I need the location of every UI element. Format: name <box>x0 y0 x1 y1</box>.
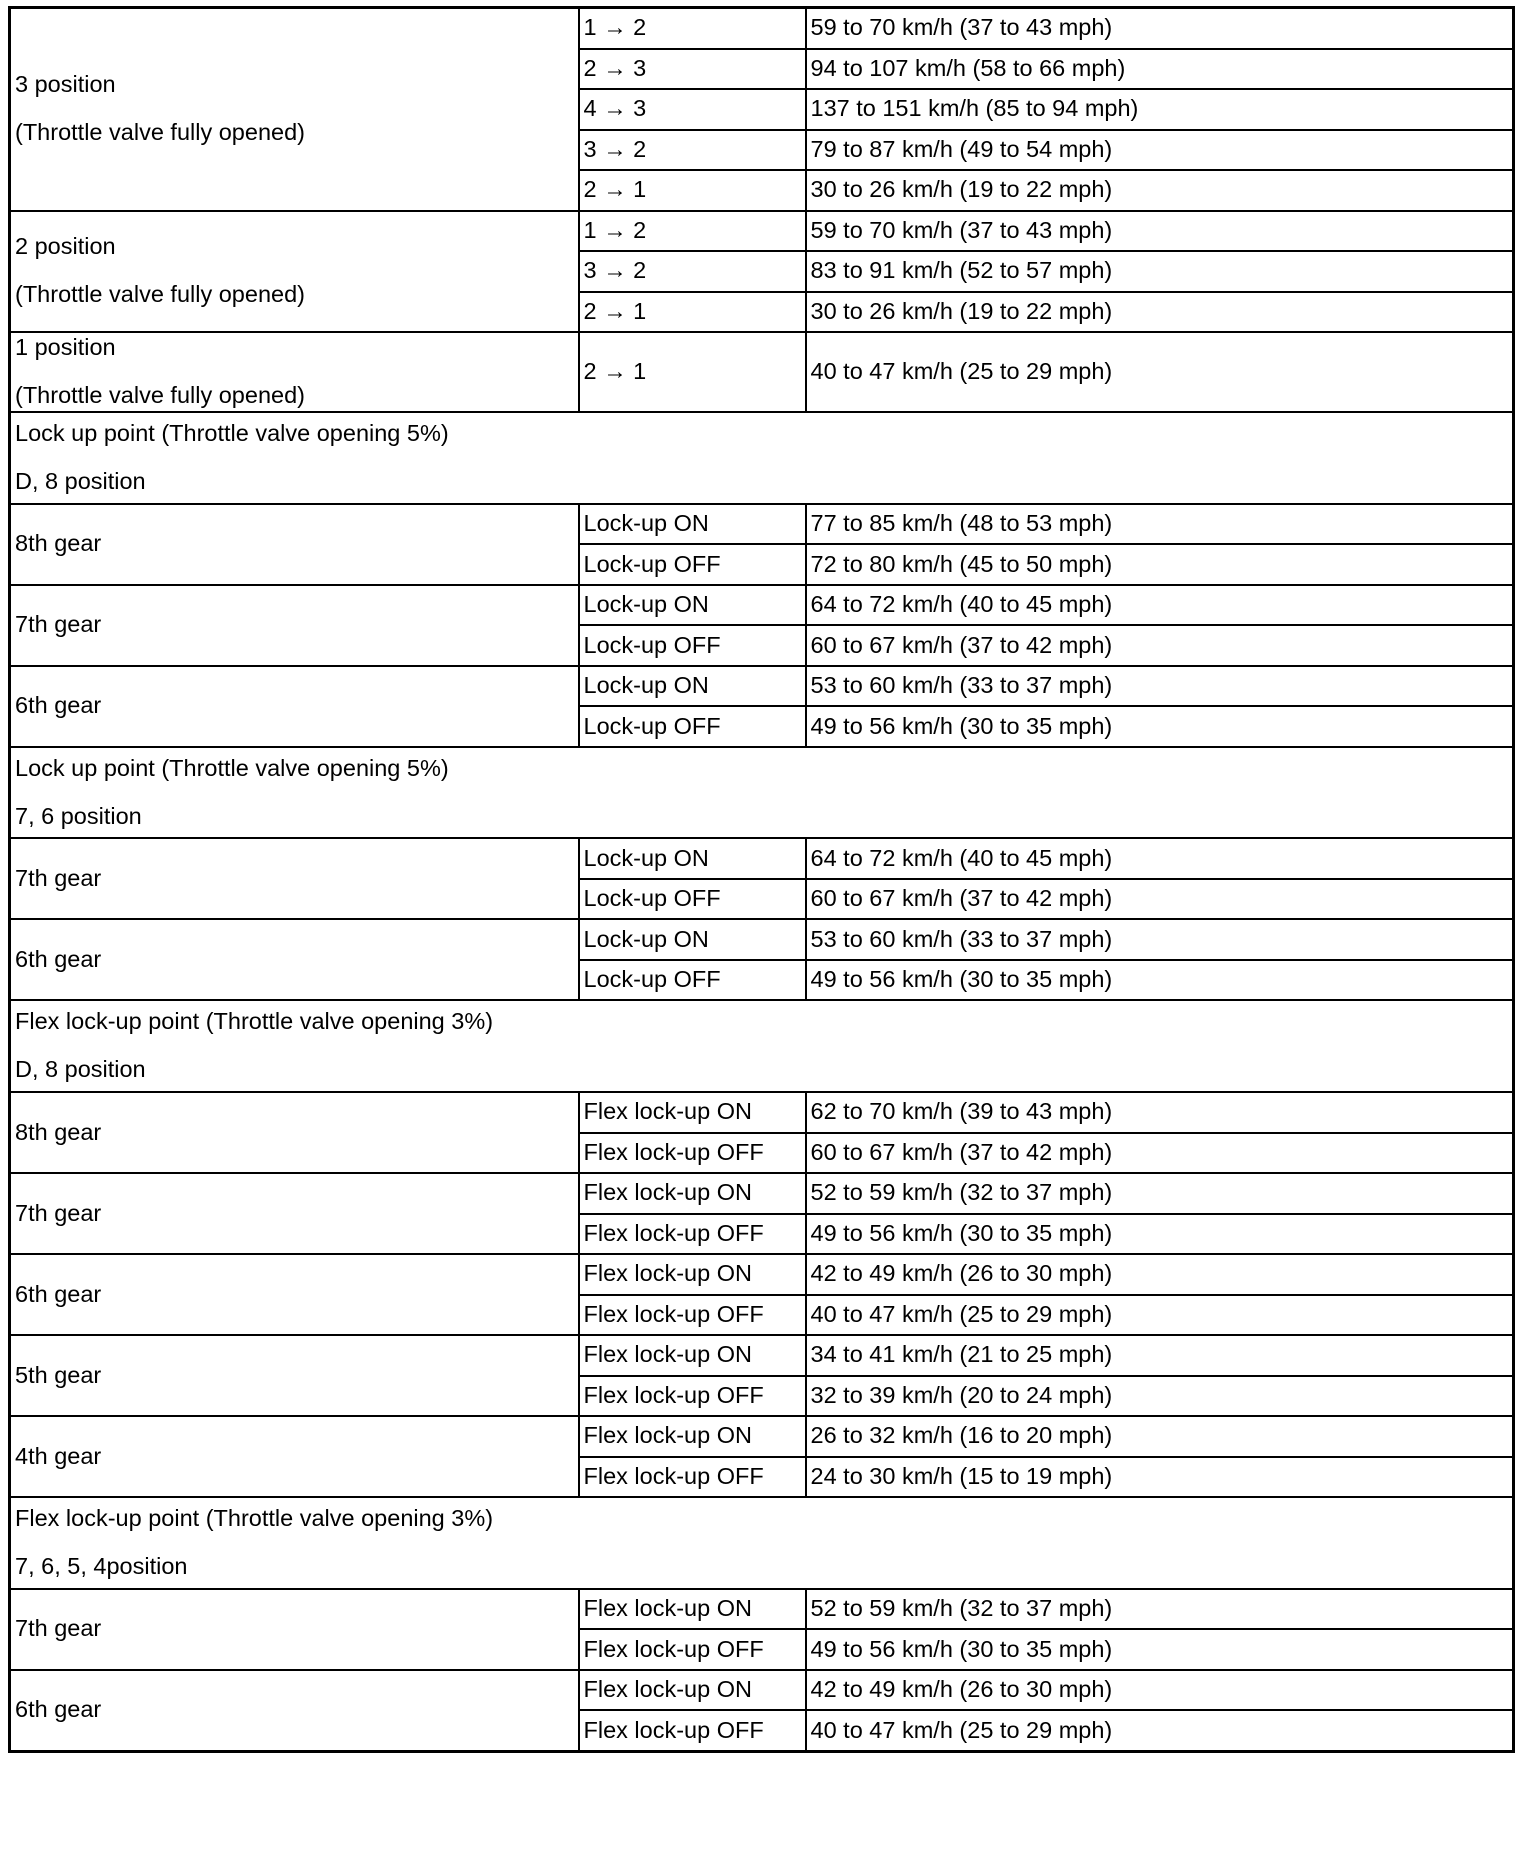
shift-cell: 1 → 2 <box>579 211 806 252</box>
speed-cell: 49 to 56 km/h (30 to 35 mph) <box>806 960 1514 1001</box>
lockup-mode-cell: Flex lock-up ON <box>579 1173 806 1214</box>
speed-cell: 32 to 39 km/h (20 to 24 mph) <box>806 1376 1514 1417</box>
lockup-mode-cell: Flex lock-up OFF <box>579 1376 806 1417</box>
speed-cell: 64 to 72 km/h (40 to 45 mph) <box>806 585 1514 626</box>
section-title-line: Flex lock-up point (Throttle valve opening 3%) <box>15 1008 494 1035</box>
speed-cell: 64 to 72 km/h (40 to 45 mph) <box>806 838 1514 879</box>
table-row <box>10 1254 1514 1295</box>
gear-cell: 6th gear <box>10 1254 579 1335</box>
section-position-line: D, 8 position <box>15 467 146 494</box>
section-position-line: 7, 6 position <box>15 802 142 829</box>
gear-cell: 7th gear <box>10 838 579 919</box>
table-row <box>10 504 1514 545</box>
lockup-mode-cell: Flex lock-up ON <box>579 1092 806 1133</box>
throttle-condition: (Throttle valve fully opened) <box>15 281 305 308</box>
speed-cell: 72 to 80 km/h (45 to 50 mph) <box>806 544 1514 585</box>
speed-cell: 49 to 56 km/h (30 to 35 mph) <box>806 706 1514 747</box>
speed-cell: 60 to 67 km/h (37 to 42 mph) <box>806 1133 1514 1174</box>
shift-cell: 2 → 1 <box>579 332 806 412</box>
shift-cell: 3 → 2 <box>579 130 806 171</box>
section-header-row <box>10 747 1514 839</box>
position-label <box>15 234 574 308</box>
position-name: 2 position <box>15 233 116 260</box>
table-row <box>10 332 1514 412</box>
position-label-cell <box>10 211 579 333</box>
speed-cell: 59 to 70 km/h (37 to 43 mph) <box>806 211 1514 252</box>
shift-speed-table <box>8 6 1515 1753</box>
table-row <box>10 1416 1514 1457</box>
speed-cell: 60 to 67 km/h (37 to 42 mph) <box>806 879 1514 920</box>
lockup-mode-cell: Lock-up ON <box>579 504 806 545</box>
speed-cell: 42 to 49 km/h (26 to 30 mph) <box>806 1254 1514 1295</box>
table-row <box>10 1670 1514 1711</box>
table-row <box>10 1589 1514 1630</box>
speed-cell: 24 to 30 km/h (15 to 19 mph) <box>806 1457 1514 1498</box>
lockup-mode-cell: Lock-up ON <box>579 666 806 707</box>
speed-cell: 52 to 59 km/h (32 to 37 mph) <box>806 1589 1514 1630</box>
lockup-mode-cell: Flex lock-up OFF <box>579 1133 806 1174</box>
speed-cell: 60 to 67 km/h (37 to 42 mph) <box>806 625 1514 666</box>
lockup-mode-cell: Lock-up OFF <box>579 879 806 920</box>
speed-cell: 79 to 87 km/h (49 to 54 mph) <box>806 130 1514 171</box>
section-header-row <box>10 412 1514 504</box>
speed-cell: 59 to 70 km/h (37 to 43 mph) <box>806 8 1514 49</box>
lockup-mode-cell: Flex lock-up OFF <box>579 1295 806 1336</box>
table-row <box>10 211 1514 252</box>
speed-cell: 40 to 47 km/h (25 to 29 mph) <box>806 332 1514 412</box>
speed-cell: 26 to 32 km/h (16 to 20 mph) <box>806 1416 1514 1457</box>
shift-cell: 2 → 3 <box>579 49 806 90</box>
gear-cell: 6th gear <box>10 1670 579 1752</box>
gear-cell: 7th gear <box>10 1173 579 1254</box>
section-title <box>15 1500 1508 1586</box>
speed-cell: 40 to 47 km/h (25 to 29 mph) <box>806 1710 1514 1751</box>
section-header <box>10 412 1514 504</box>
throttle-condition: (Throttle valve fully opened) <box>15 119 305 146</box>
position-label-cell <box>10 332 579 412</box>
speed-cell: 52 to 59 km/h (32 to 37 mph) <box>806 1173 1514 1214</box>
table-row <box>10 919 1514 960</box>
lockup-mode-cell: Lock-up OFF <box>579 706 806 747</box>
gear-cell: 4th gear <box>10 1416 579 1497</box>
lockup-mode-cell: Flex lock-up OFF <box>579 1710 806 1751</box>
section-position-line: 7, 6, 5, 4position <box>15 1552 188 1579</box>
speed-cell: 49 to 56 km/h (30 to 35 mph) <box>806 1214 1514 1255</box>
lockup-mode-cell: Lock-up OFF <box>579 544 806 585</box>
shift-cell: 3 → 2 <box>579 251 806 292</box>
section-header <box>10 1497 1514 1589</box>
speed-cell: 77 to 85 km/h (48 to 53 mph) <box>806 504 1514 545</box>
lockup-mode-cell: Flex lock-up ON <box>579 1589 806 1630</box>
lockup-mode-cell: Flex lock-up ON <box>579 1254 806 1295</box>
position-label-cell <box>10 8 579 211</box>
section-title <box>15 415 1508 501</box>
lockup-mode-cell: Lock-up OFF <box>579 625 806 666</box>
speed-cell: 34 to 41 km/h (21 to 25 mph) <box>806 1335 1514 1376</box>
speed-cell: 137 to 151 km/h (85 to 94 mph) <box>806 89 1514 130</box>
gear-cell: 6th gear <box>10 666 579 747</box>
lockup-mode-cell: Flex lock-up ON <box>579 1416 806 1457</box>
speed-cell: 49 to 56 km/h (30 to 35 mph) <box>806 1629 1514 1670</box>
lockup-mode-cell: Lock-up ON <box>579 919 806 960</box>
shift-cell: 1 → 2 <box>579 8 806 49</box>
gear-cell: 5th gear <box>10 1335 579 1416</box>
lockup-mode-cell: Flex lock-up ON <box>579 1335 806 1376</box>
position-label <box>15 72 574 146</box>
table-row <box>10 1335 1514 1376</box>
speed-cell: 94 to 107 km/h (58 to 66 mph) <box>806 49 1514 90</box>
speed-cell: 30 to 26 km/h (19 to 22 mph) <box>806 170 1514 211</box>
table-body <box>10 8 1514 1752</box>
lockup-mode-cell: Flex lock-up ON <box>579 1670 806 1711</box>
section-title <box>15 1003 1508 1089</box>
speed-cell: 53 to 60 km/h (33 to 37 mph) <box>806 919 1514 960</box>
section-title-line: Flex lock-up point (Throttle valve opening 3%) <box>15 1505 494 1532</box>
table-row <box>10 8 1514 49</box>
section-header <box>10 747 1514 839</box>
throttle-condition: (Throttle valve fully opened) <box>15 382 305 408</box>
speed-cell: 40 to 47 km/h (25 to 29 mph) <box>806 1295 1514 1336</box>
position-label <box>15 335 574 409</box>
shift-cell: 2 → 1 <box>579 292 806 333</box>
gear-cell: 6th gear <box>10 919 579 1000</box>
position-name: 1 position <box>15 334 116 361</box>
section-header-row <box>10 1497 1514 1589</box>
position-name: 3 position <box>15 71 116 98</box>
speed-cell: 62 to 70 km/h (39 to 43 mph) <box>806 1092 1514 1133</box>
gear-cell: 7th gear <box>10 1589 579 1670</box>
lockup-mode-cell: Lock-up ON <box>579 585 806 626</box>
gear-cell: 8th gear <box>10 1092 579 1173</box>
gear-cell: 8th gear <box>10 504 579 585</box>
table-row <box>10 1173 1514 1214</box>
speed-cell: 83 to 91 km/h (52 to 57 mph) <box>806 251 1514 292</box>
section-title-line: Lock up point (Throttle valve opening 5%) <box>15 420 449 446</box>
section-header <box>10 1000 1514 1092</box>
lockup-mode-cell: Flex lock-up OFF <box>579 1629 806 1670</box>
lockup-mode-cell: Lock-up OFF <box>579 960 806 1001</box>
table-row <box>10 838 1514 879</box>
table-row <box>10 1092 1514 1133</box>
section-position-line: D, 8 position <box>15 1056 146 1083</box>
speed-cell: 42 to 49 km/h (26 to 30 mph) <box>806 1670 1514 1711</box>
table-row <box>10 666 1514 707</box>
section-header-row <box>10 1000 1514 1092</box>
shift-cell: 4 → 3 <box>579 89 806 130</box>
lockup-mode-cell: Flex lock-up OFF <box>579 1457 806 1498</box>
lockup-mode-cell: Lock-up ON <box>579 838 806 879</box>
lockup-mode-cell: Flex lock-up OFF <box>579 1214 806 1255</box>
table-row <box>10 585 1514 626</box>
gear-cell: 7th gear <box>10 585 579 666</box>
spec-page <box>8 6 1512 1753</box>
speed-cell: 53 to 60 km/h (33 to 37 mph) <box>806 666 1514 707</box>
section-title-line: Lock up point (Throttle valve opening 5%) <box>15 754 449 781</box>
speed-cell: 30 to 26 km/h (19 to 22 mph) <box>806 292 1514 333</box>
shift-cell: 2 → 1 <box>579 170 806 211</box>
section-title <box>15 750 1508 836</box>
